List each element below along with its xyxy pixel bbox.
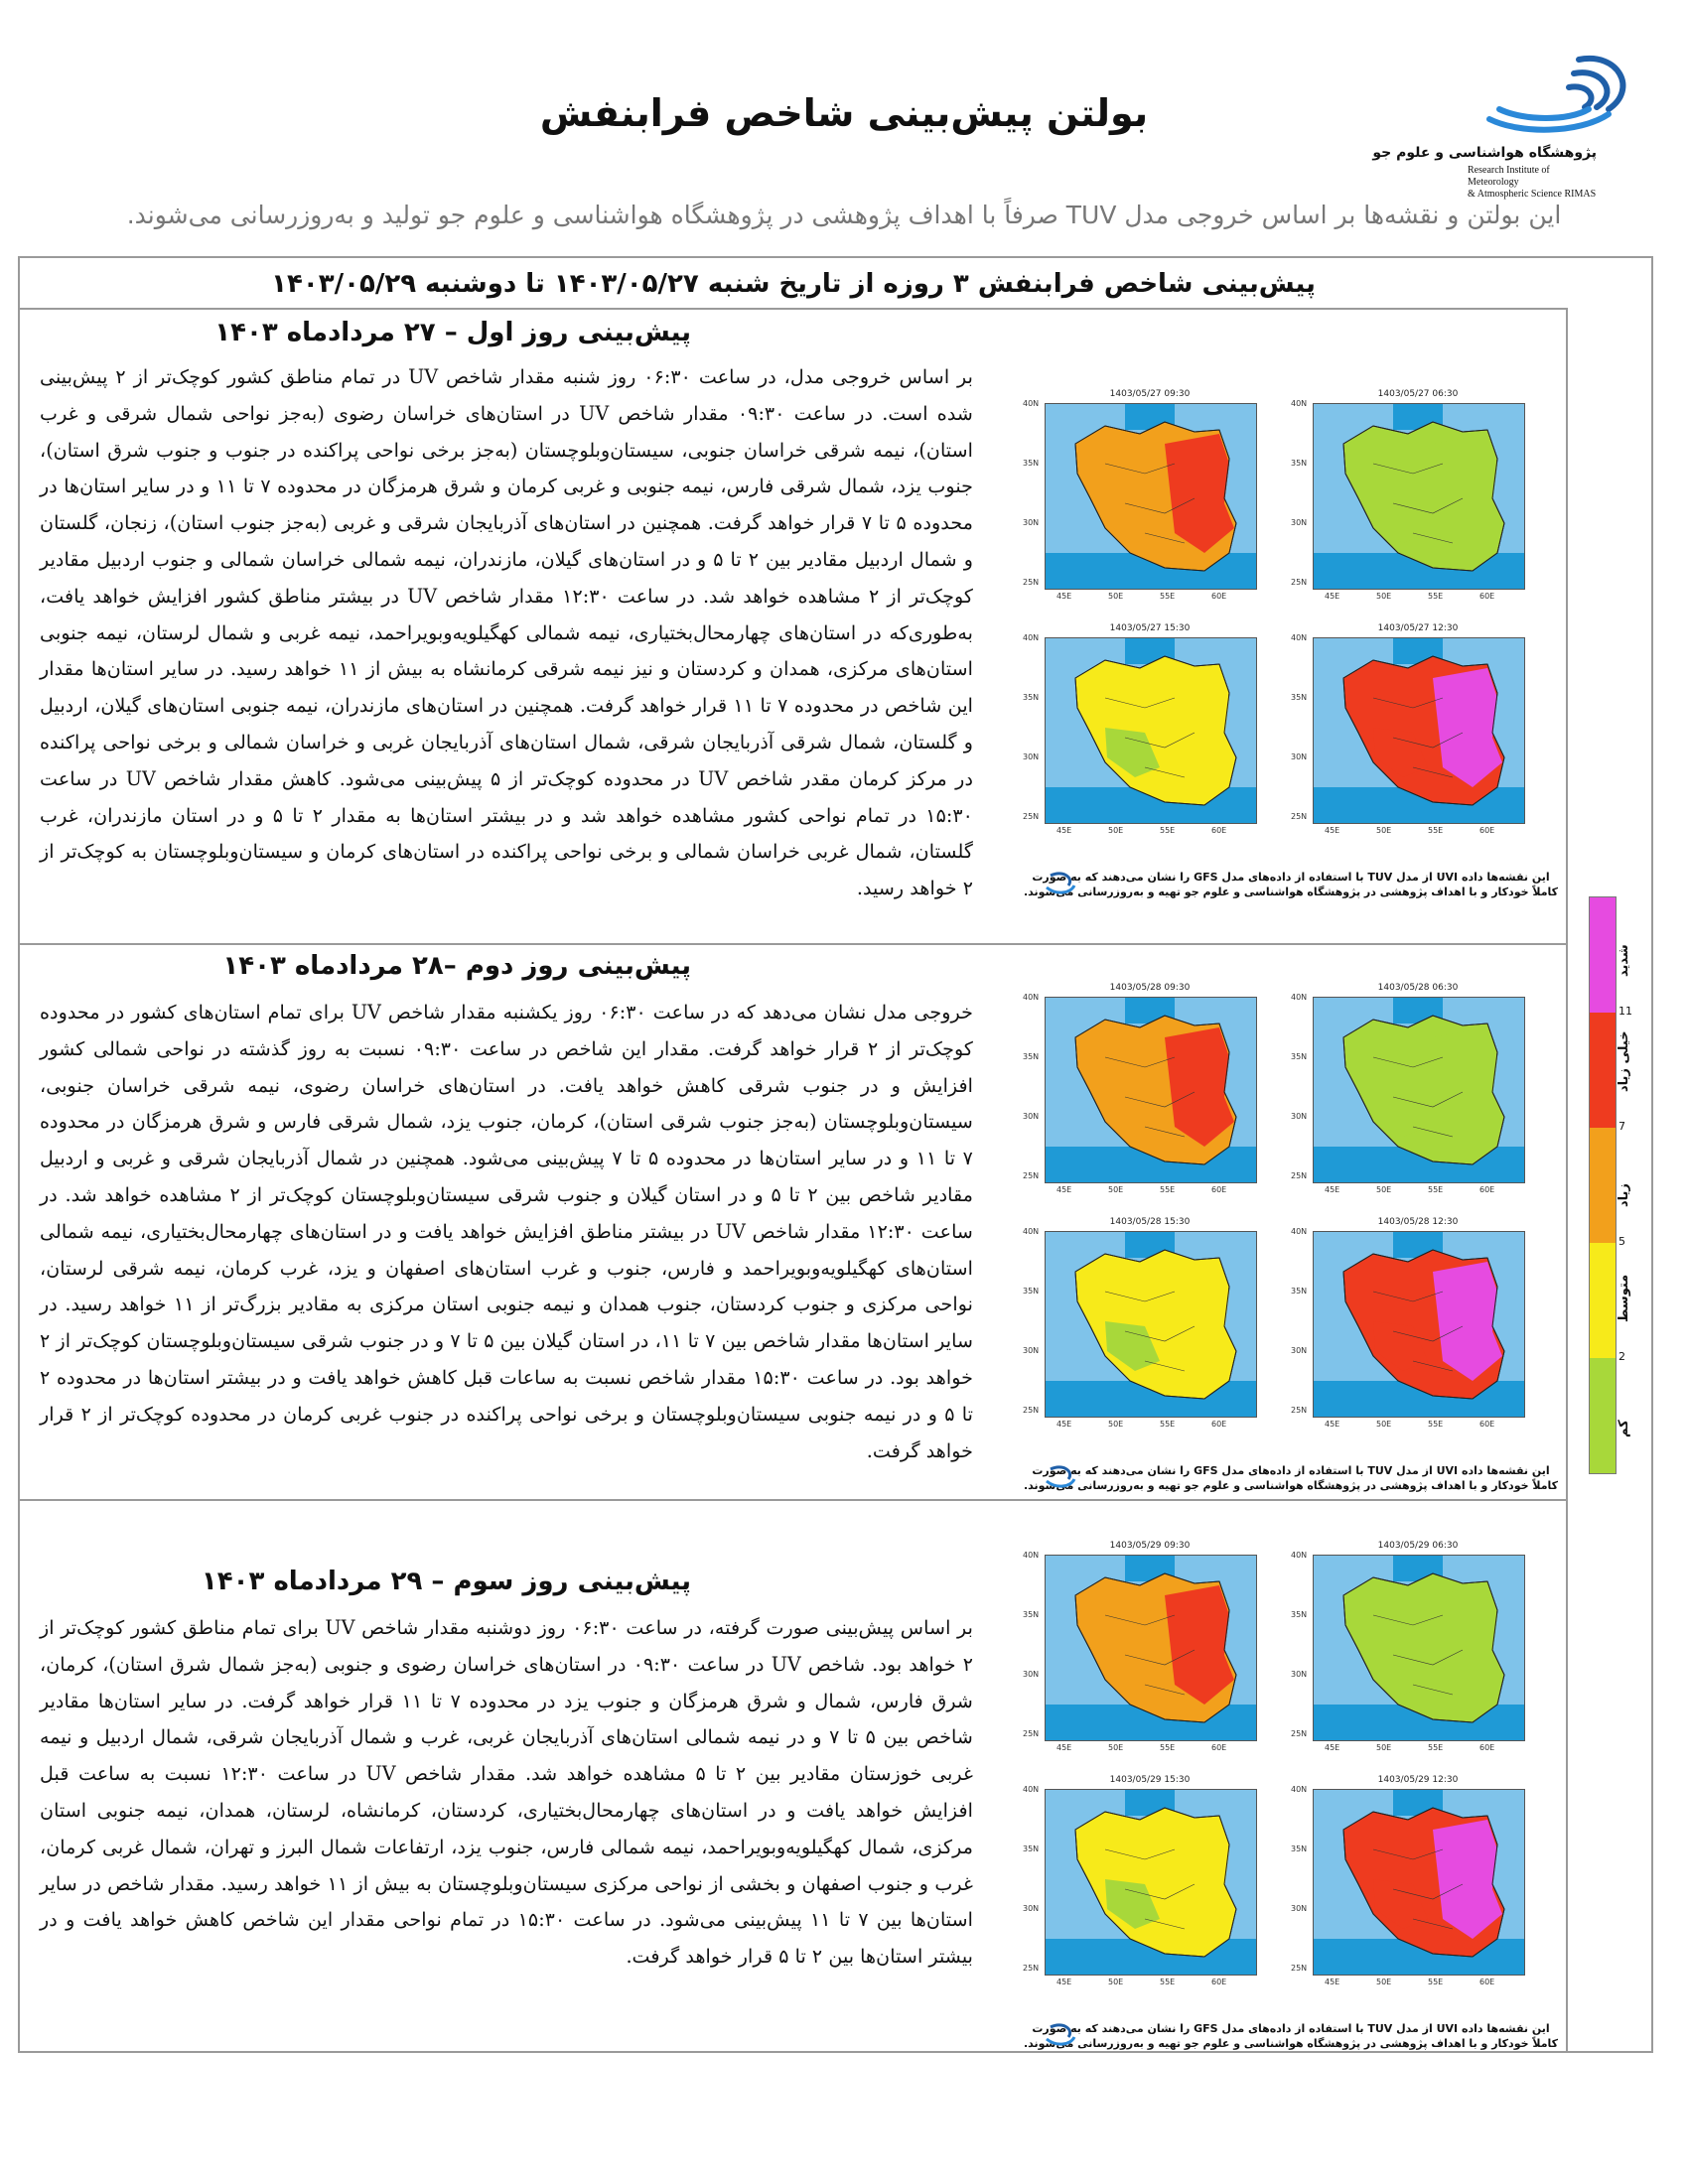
day1-heading: پیش‌بینی روز اول – ۲۷ مردادماه ۱۴۰۳ bbox=[214, 318, 691, 347]
map-lat-label: 40N bbox=[1291, 1785, 1308, 1794]
map-lat-label: 25N bbox=[1291, 812, 1308, 821]
map-plot-area bbox=[1313, 1555, 1525, 1741]
legend-class-label: شدید bbox=[1617, 944, 1631, 978]
map-footer-line2: کاملاً خودکار و با اهداف پژوهشی در پژوهشگاه هواشناسی و علوم جو تهیه و به‌روزرسانی می‌شوند. bbox=[1023, 886, 1559, 898]
map-lat-label: 25N bbox=[1291, 1729, 1308, 1738]
map-lat-label: 30N bbox=[1291, 518, 1308, 527]
uv-map bbox=[1023, 1541, 1261, 1767]
map-lon-label: 50E bbox=[1376, 1743, 1392, 1752]
map-lon-label: 55E bbox=[1428, 1978, 1444, 1986]
legend-threshold: 7 bbox=[1618, 1120, 1625, 1133]
map-lon-label: 45E bbox=[1056, 1185, 1072, 1194]
map-lat-label: 35N bbox=[1291, 1287, 1308, 1296]
map-lat-label: 25N bbox=[1023, 1171, 1040, 1180]
uv-map bbox=[1291, 1217, 1529, 1443]
day3-heading: پیش‌بینی روز سوم – ۲۹ مردادماه ۱۴۰۳ bbox=[201, 1567, 691, 1596]
map-lon-label: 45E bbox=[1325, 1420, 1340, 1429]
rimas-logo-icon bbox=[1430, 40, 1648, 149]
map-lat-label: 30N bbox=[1291, 1346, 1308, 1355]
map-timestamp: 1403/05/28 09:30 bbox=[1109, 983, 1191, 993]
map-lon-label: 55E bbox=[1428, 592, 1444, 601]
uv-map bbox=[1291, 623, 1529, 850]
map-lat-label: 30N bbox=[1023, 1904, 1040, 1913]
uv-map bbox=[1023, 1775, 1261, 2001]
map-lon-label: 45E bbox=[1056, 826, 1072, 835]
map-lon-label: 60E bbox=[1211, 1420, 1227, 1429]
map-lat-label: 40N bbox=[1291, 1227, 1308, 1236]
map-lon-label: 60E bbox=[1211, 592, 1227, 601]
day2-text: خروجی مدل نشان می‌دهد که در ساعت ۰۶:۳۰ روز یکشنبه مقدار شاخص UV برای تمام استان‌های کشور در محدوده کوچک‌تر از ۲ قرار خواهد گرفت. مقدار این شاخص در ساعت ۰۹:۳۰ نسبت به روز گذشته در نواحی شمالی کشور افزایش و در جنوب شرقی کاهش خواهد یافت. در استان‌های خراسان رضوی، نیمه شرقی خراسان جنوبی، سیستان‌وبلوچستان (به‌جز جنوب شرقی استان)، کرمان، جنوب یزد، شمال شرقی فارس و شرق هرمزگان در محدوده ۷ تا ۱۱ و در سایر استان‌ها در محدوده ۵ تا ۷ پیش‌بینی می‌شود. همچنین در شمال آذربایجان شرقی و غربی و اردبیل مقادیر شاخص بین ۲ تا ۵ و در استان گیلان و جنوب شرقی سیستان‌وبلوچستان کوچک‌تر از ۲ مشاهده خواهد شد. در ساعت ۱۲:۳۰ مقدار شاخص UV در بیشتر مناطق افزایش خواهد یافت و در استان‌های چهارمحال‌بختیاری، نیمه شمالی استان‌های کهگیلویه‌وبویراحمد و فارس، جنوب و غرب استان‌های اصفهان و یزد، غرب کرمان، نیمه شرقی لرستان، نواحی مرکزی و جنوب کردستان، جنوب همدان و نیمه جنوبی استان مرکزی به مقادیر بزرگ‌تر از ۱۱ خواهد رسید. در سایر استان‌ها مقدار شاخص بین ۷ تا ۱۱، در استان گیلان بین ۵ تا ۷ و در جنوب شرقی سیستان‌وبلوچستان کوچک‌تر از ۲ خواهد بود. در ساعت ۱۵:۳۰ مقدار شاخص نسبت به ساعات قبل کاهش خواهد یافت و در بیشتر استان‌ها در محدوده ۲ تا ۵ و در نیمه جنوبی سیستان‌وبلوچستان و برخی نواحی پراکنده در جنوب غربی کرمان در محدوده کوچک‌تر از ۲ قرار خواهد گرفت. bbox=[40, 1001, 974, 1462]
map-timestamp: 1403/05/29 15:30 bbox=[1109, 1775, 1191, 1785]
map-lon-label: 55E bbox=[1428, 1420, 1444, 1429]
day1-divider bbox=[20, 943, 1567, 945]
logo-name-fa: پژوهشگاه هواشناسی و علوم جو bbox=[1372, 145, 1597, 161]
map-lon-label: 45E bbox=[1056, 1743, 1072, 1752]
legend-swatch bbox=[1590, 1013, 1616, 1128]
map-lon-label: 50E bbox=[1376, 1185, 1392, 1194]
map-lon-label: 60E bbox=[1211, 826, 1227, 835]
day1-text: بر اساس خروجی مدل، در ساعت ۰۶:۳۰ روز شنبه مقدار شاخص UV در تمام مناطق کشور کوچک‌تر از ۲ پیش‌بینی شده است. در ساعت ۰۹:۳۰ مقدار شاخص UV در استان‌های خراسان رضوی (به‌جز نواحی شمال شرقی و غرب استان)، نیمه شرقی خراسان جنوبی، سیستان‌وبلوچستان (به‌جز برخی نواحی پراکنده در جنوب و جنوب شرق استان)، جنوب یزد، شمال شرقی فارس، نیمه جنوبی و غربی کرمان و شرق هرمزگان در محدوده ۷ تا ۱۱ و در سایر استان‌ها در محدوده ۵ تا ۷ قرار خواهد گرفت. همچنین در استان‌های آذربایجان شرقی و غربی (به‌جز جنوب استان)، زنجان، گلستان و شمال اردبیل مقادیر بین ۲ تا ۵ و در استان‌های گیلان، مازندران، نیمه شمالی خراسان شمالی و جنوب اردبیل مقادیر کوچک‌تر از ۲ مشاهده خواهد شد. در ساعت ۱۲:۳۰ مقدار شاخص UV در بیشتر مناطق کشور افزایش خواهد یافت، به‌طوری‌که در استان‌های چهارمحال‌بختیاری، نیمه شمالی کهگیلویه‌وبویراحمد، نیمه غربی و شمال لرستان، نیمه جنوبی استان‌های مرکزی، همدان و کردستان و نیز نیمه شرقی کرمانشاه به بیش از ۱۱ خواهد رسید. در سایر استان‌ها مقدار این شاخص در محدوده ۷ تا ۱۱ قرار خواهد گرفت. همچنین در استان‌های مازندران، نیمه جنوبی استان‌های گیلان، اردبیل و گلستان، شمال شرقی آذربایجان شرقی، شمال استان‌های آذربایجان غربی و خراسان شمالی و برخی نواحی پراکنده در مرکز کرمان مقدر شاخص UV در محدوده کوچک‌تر از ۵ پیش‌بینی می‌شود. کاهش مقدار شاخص UV در ساعت ۱۵:۳۰ در تمام نواحی کشور مشاهده خواهد شد و در بیشتر استان‌ها به مقدار ۲ تا ۵ و در استان مازندران، غرب گلستان، شمال غربی خراسان شمالی و برخی نواحی پراکنده در استان‌های کرمان و سیستان‌وبلوچستان به کوچک‌تر از ۲ خواهد رسید. bbox=[40, 365, 974, 900]
map-plot-area bbox=[1313, 637, 1525, 824]
uv-map bbox=[1291, 389, 1529, 615]
map-lat-label: 30N bbox=[1023, 518, 1040, 527]
map-timestamp: 1403/05/28 15:30 bbox=[1109, 1217, 1191, 1227]
map-timestamp: 1403/05/27 15:30 bbox=[1109, 623, 1191, 633]
map-lat-label: 40N bbox=[1291, 993, 1308, 1002]
map-timestamp: 1403/05/28 06:30 bbox=[1377, 983, 1459, 993]
map-lon-label: 55E bbox=[1160, 592, 1176, 601]
legend-threshold: 2 bbox=[1618, 1350, 1625, 1363]
map-lon-label: 55E bbox=[1160, 826, 1176, 835]
map-footer-note bbox=[1023, 1463, 1559, 1493]
map-lon-label: 45E bbox=[1325, 1185, 1340, 1194]
map-lon-label: 50E bbox=[1108, 592, 1124, 601]
map-plot-area bbox=[1313, 997, 1525, 1183]
forecast-range-title: پیش‌بینی شاخص فرابنفش ۳ روزه از تاریخ شنبه ۱۴۰۳/۰۵/۲۷ تا دوشنبه ۱۴۰۳/۰۵/۲۹ bbox=[20, 260, 1567, 310]
map-plot-area bbox=[1045, 403, 1257, 590]
map-lon-label: 45E bbox=[1056, 1420, 1072, 1429]
map-lon-label: 50E bbox=[1376, 1978, 1392, 1986]
map-lon-label: 55E bbox=[1160, 1978, 1176, 1986]
map-lon-label: 50E bbox=[1108, 1185, 1124, 1194]
bulletin-subtitle: این بولتن و نقشه‌ها بر اساس خروجی مدل TUV صرفاً با اهداف پژوهشی در پژوهشگاه هواشناسی و علوم جو تولید و به‌روزرسانی می‌شوند. bbox=[126, 201, 1562, 229]
map-lon-label: 50E bbox=[1376, 592, 1392, 601]
map-lat-label: 25N bbox=[1023, 812, 1040, 821]
map-plot-area bbox=[1045, 997, 1257, 1183]
map-lat-label: 40N bbox=[1023, 633, 1040, 642]
map-lon-label: 55E bbox=[1428, 1185, 1444, 1194]
day2-map-panel bbox=[1023, 983, 1559, 1519]
map-footer-line2: کاملاً خودکار و با اهداف پژوهشی در پژوهشگاه هواشناسی و علوم جو تهیه و به‌روزرسانی می‌شوند. bbox=[1023, 1479, 1559, 1492]
rimas-logo bbox=[1372, 40, 1648, 200]
map-timestamp: 1403/05/29 12:30 bbox=[1377, 1775, 1459, 1785]
map-lon-label: 45E bbox=[1056, 592, 1072, 601]
map-footer-line1: این نقشه‌ها داده UVI از مدل TUV با استفاده از داده‌های مدل GFS را نشان می‌دهند که به صورت bbox=[1032, 1464, 1550, 1477]
map-footer-line1: این نقشه‌ها داده UVI از مدل TUV با استفاده از داده‌های مدل GFS را نشان می‌دهند که به صورت bbox=[1032, 871, 1550, 884]
map-lon-label: 45E bbox=[1325, 1978, 1340, 1986]
map-lat-label: 40N bbox=[1023, 1551, 1040, 1560]
map-lat-label: 25N bbox=[1023, 1964, 1040, 1973]
map-lon-label: 50E bbox=[1108, 826, 1124, 835]
map-lat-label: 25N bbox=[1291, 1171, 1308, 1180]
map-footer-line2: کاملاً خودکار و با اهداف پژوهشی در پژوهشگاه هواشناسی و علوم جو تهیه و به‌روزرسانی می‌شوند. bbox=[1023, 2037, 1559, 2050]
map-plot-area bbox=[1045, 1231, 1257, 1418]
map-timestamp: 1403/05/28 12:30 bbox=[1377, 1217, 1459, 1227]
legend-swatch bbox=[1590, 1243, 1616, 1358]
map-lat-label: 35N bbox=[1023, 1052, 1040, 1061]
map-lat-label: 25N bbox=[1291, 578, 1308, 587]
map-lon-label: 60E bbox=[1211, 1978, 1227, 1986]
map-lat-label: 40N bbox=[1023, 993, 1040, 1002]
map-lon-label: 60E bbox=[1479, 1420, 1495, 1429]
uv-map bbox=[1023, 983, 1261, 1209]
map-lat-label: 25N bbox=[1023, 1406, 1040, 1415]
legend-column-divider bbox=[1566, 308, 1568, 2051]
map-plot-area bbox=[1313, 1231, 1525, 1418]
map-lon-label: 55E bbox=[1428, 1743, 1444, 1752]
map-plot-area bbox=[1045, 637, 1257, 824]
map-lat-label: 35N bbox=[1023, 459, 1040, 468]
map-lat-label: 40N bbox=[1023, 1227, 1040, 1236]
map-lat-label: 40N bbox=[1291, 1551, 1308, 1560]
map-lat-label: 30N bbox=[1291, 1112, 1308, 1121]
map-lat-label: 35N bbox=[1291, 1844, 1308, 1853]
map-plot-area bbox=[1045, 1555, 1257, 1741]
map-lat-label: 30N bbox=[1291, 752, 1308, 761]
bulletin-title: بولتن پیش‌بینی شاخص فرابنفش bbox=[539, 91, 1149, 135]
map-lon-label: 60E bbox=[1479, 592, 1495, 601]
map-lat-label: 30N bbox=[1023, 1112, 1040, 1121]
map-lat-label: 25N bbox=[1023, 578, 1040, 587]
logo-name-en bbox=[1468, 165, 1597, 201]
day2-heading: پیش‌بینی روز دوم –۲۸ مردادماه ۱۴۰۳ bbox=[222, 951, 691, 981]
map-lat-label: 35N bbox=[1291, 1052, 1308, 1061]
map-lat-label: 40N bbox=[1023, 1785, 1040, 1794]
map-lat-label: 25N bbox=[1291, 1406, 1308, 1415]
map-lon-label: 45E bbox=[1056, 1978, 1072, 1986]
map-lon-label: 55E bbox=[1428, 826, 1444, 835]
legend-threshold: 5 bbox=[1618, 1235, 1625, 1248]
map-lon-label: 50E bbox=[1108, 1978, 1124, 1986]
map-lat-label: 30N bbox=[1291, 1670, 1308, 1679]
map-lon-label: 45E bbox=[1325, 1743, 1340, 1752]
map-lat-label: 35N bbox=[1023, 1287, 1040, 1296]
day1-map-panel bbox=[1023, 389, 1559, 925]
uv-map bbox=[1291, 1541, 1529, 1767]
map-lon-label: 55E bbox=[1160, 1743, 1176, 1752]
map-lon-label: 45E bbox=[1325, 592, 1340, 601]
map-timestamp: 1403/05/29 06:30 bbox=[1377, 1541, 1459, 1551]
map-lon-label: 55E bbox=[1160, 1185, 1176, 1194]
legend-swatch bbox=[1590, 1358, 1616, 1473]
map-timestamp: 1403/05/29 09:30 bbox=[1109, 1541, 1191, 1551]
legend-swatch bbox=[1590, 1128, 1616, 1243]
map-lat-label: 35N bbox=[1023, 1844, 1040, 1853]
map-footer-logo-icon bbox=[1043, 2019, 1078, 2049]
map-plot-area bbox=[1045, 1789, 1257, 1976]
uv-map bbox=[1023, 1217, 1261, 1443]
map-plot-area bbox=[1313, 403, 1525, 590]
uv-map bbox=[1291, 1775, 1529, 2001]
legend-class-label: متوسط bbox=[1617, 1274, 1631, 1323]
map-lon-label: 50E bbox=[1376, 1420, 1392, 1429]
map-lat-label: 25N bbox=[1023, 1729, 1040, 1738]
map-lon-label: 50E bbox=[1108, 1420, 1124, 1429]
map-lat-label: 35N bbox=[1291, 459, 1308, 468]
map-footer-note bbox=[1023, 870, 1559, 899]
map-footer-logo-icon bbox=[1043, 868, 1078, 897]
map-lon-label: 50E bbox=[1108, 1743, 1124, 1752]
map-timestamp: 1403/05/27 06:30 bbox=[1377, 389, 1459, 399]
map-lon-label: 60E bbox=[1211, 1743, 1227, 1752]
map-lat-label: 40N bbox=[1291, 399, 1308, 408]
map-lon-label: 60E bbox=[1479, 1185, 1495, 1194]
uv-map bbox=[1023, 623, 1261, 850]
map-lat-label: 35N bbox=[1023, 693, 1040, 702]
map-lon-label: 50E bbox=[1376, 826, 1392, 835]
map-lat-label: 40N bbox=[1291, 633, 1308, 642]
day3-text: بر اساس پیش‌بینی صورت گرفته، در ساعت ۰۶:۳۰ روز دوشنبه مقدار شاخص UV برای تمام مناطق کشور کوچک‌تر از ۲ خواهد بود. شاخص UV در ساعت ۰۹:۳۰ در استان‌های خراسان رضوی و جنوبی (به‌جز شمال شرق استان)، کرمان، شرق فارس، شمال و شرق هرمزگان و جنوب یزد در محدوده ۷ تا ۱۱ قرار خواهد گرفت. در سایر استان‌ها مقادیر شاخص بین ۵ تا ۷ و در نیمه شمالی استان‌های آذربایجان غربی، غرب و شمال آذربایجان شرقی، شمال اردبیل و نیمه غربی خوزستان مقادیر بین ۲ تا ۵ مشاهده خواهد شد. مقدار شاخص UV در ساعت ۱۲:۳۰ نسبت به ساعت قبل افزایش خواهد یافت و در استان‌های چهارمحال‌بختیاری، کردستان، کرمانشاه، لرستان، همدان، نیمه جنوبی استان مرکزی، شمال کهگیلویه‌وبویراحمد، نیمه شمالی فارس، جنوب یزد، ارتفاعات شمال البرز و تهران، شمال غربی کرمان، غرب و جنوب اصفهان و بخشی از نواحی مرکزی سیستان‌وبلوچستان به بیش از ۱۱ خواهد رسید. مقدار شاخص در سایر استان‌ها بین ۷ تا ۱۱ پیش‌بینی می‌شود. در ساعت ۱۵:۳۰ در تمام نواحی مقدار این شاخص کاهش خواهد یافت و در بیشتر استان‌ها بین ۲ تا ۵ قرار خواهد گرفت. bbox=[40, 1616, 973, 1969]
map-lat-label: 30N bbox=[1023, 1670, 1040, 1679]
map-lat-label: 30N bbox=[1023, 1346, 1040, 1355]
map-timestamp: 1403/05/27 09:30 bbox=[1109, 389, 1191, 399]
map-lon-label: 55E bbox=[1160, 1420, 1176, 1429]
logo-name-en-line2: & Atmospheric Science RIMAS bbox=[1468, 189, 1597, 200]
map-footer-logo-icon bbox=[1043, 1461, 1078, 1491]
map-lon-label: 60E bbox=[1211, 1185, 1227, 1194]
map-lon-label: 60E bbox=[1479, 1743, 1495, 1752]
legend-class-label: خیلی زیاد bbox=[1617, 1030, 1631, 1093]
map-lat-label: 35N bbox=[1291, 1610, 1308, 1619]
map-lat-label: 30N bbox=[1291, 1904, 1308, 1913]
map-footer-note bbox=[1023, 2021, 1559, 2051]
map-lat-label: 25N bbox=[1291, 1964, 1308, 1973]
uv-map bbox=[1023, 389, 1261, 615]
legend-swatch bbox=[1590, 897, 1616, 1013]
map-plot-area bbox=[1313, 1789, 1525, 1976]
legend-class-label: کم bbox=[1617, 1420, 1631, 1438]
map-lat-label: 30N bbox=[1023, 752, 1040, 761]
legend-threshold: 11 bbox=[1618, 1005, 1632, 1018]
map-footer-line1: این نقشه‌ها داده UVI از مدل TUV با استفاده از داده‌های مدل GFS را نشان می‌دهند که به صورت bbox=[1032, 2022, 1550, 2035]
map-lon-label: 60E bbox=[1479, 1978, 1495, 1986]
map-lat-label: 40N bbox=[1023, 399, 1040, 408]
map-lat-label: 35N bbox=[1291, 693, 1308, 702]
day3-map-panel bbox=[1023, 1541, 1559, 2077]
legend-class-label: زیاد bbox=[1617, 1183, 1631, 1208]
uv-map bbox=[1291, 983, 1529, 1209]
map-timestamp: 1403/05/27 12:30 bbox=[1377, 623, 1459, 633]
map-lat-label: 35N bbox=[1023, 1610, 1040, 1619]
uv-legend bbox=[1589, 896, 1617, 1474]
map-lon-label: 60E bbox=[1479, 826, 1495, 835]
logo-name-en-line1: Research Institute of Meteorology bbox=[1468, 165, 1550, 188]
map-lon-label: 45E bbox=[1325, 826, 1340, 835]
